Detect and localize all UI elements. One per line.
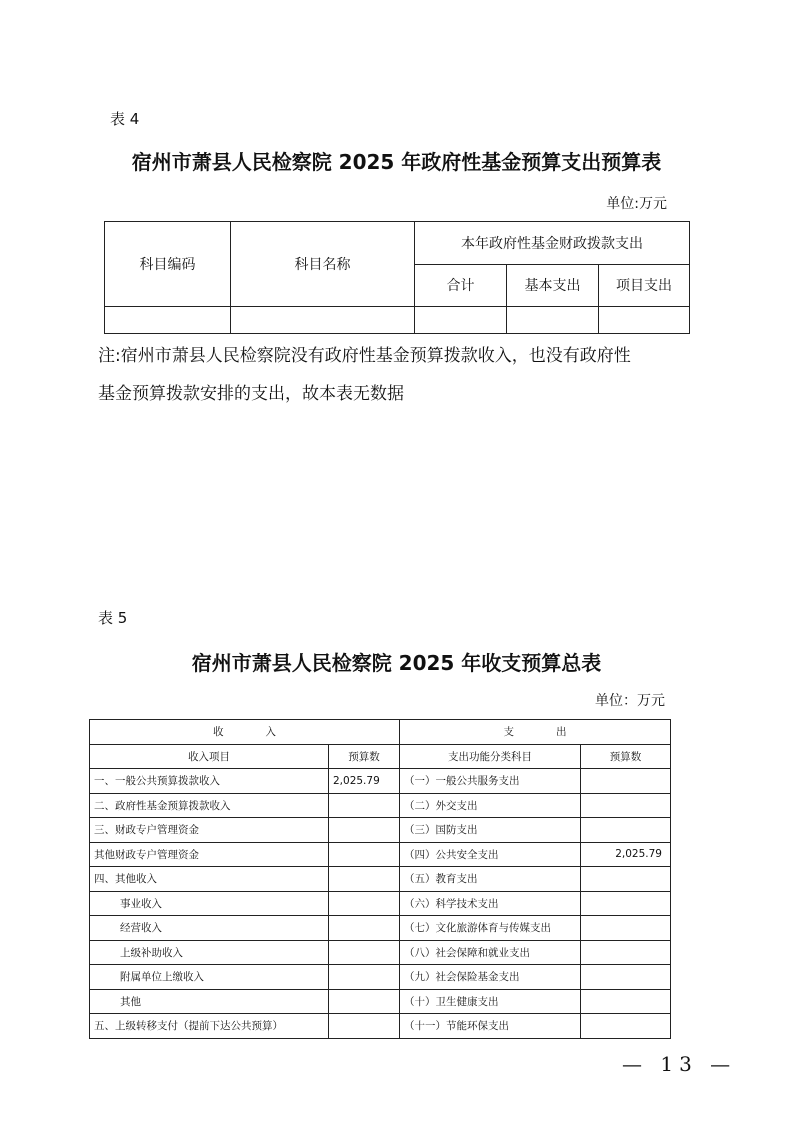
table5-col-income-amount: 预算数 xyxy=(329,744,400,769)
table-cell xyxy=(581,891,671,916)
table-cell: （二）外交支出 xyxy=(400,793,581,818)
table-cell xyxy=(231,307,415,334)
table-cell xyxy=(415,307,507,334)
table-cell xyxy=(329,989,400,1014)
table-cell xyxy=(581,793,671,818)
table-cell xyxy=(581,965,671,990)
table-cell xyxy=(581,818,671,843)
table-cell: （五）教育支出 xyxy=(400,867,581,892)
table-cell: 二、政府性基金预算拨款收入 xyxy=(90,793,329,818)
table-cell xyxy=(329,891,400,916)
table-cell xyxy=(581,940,671,965)
table4-title: 宿州市萧县人民检察院 2025 年政府性基金预算支出预算表 xyxy=(131,150,662,174)
table-cell xyxy=(105,307,231,334)
table-cell: 四、其他收入 xyxy=(90,867,329,892)
table4-note-line1: 注:宿州市萧县人民检察院没有政府性基金预算拨款收入，也没有政府性 xyxy=(98,346,631,366)
table5 xyxy=(89,719,671,1039)
table-row xyxy=(90,916,671,941)
table-cell: 其他财政专户管理资金 xyxy=(90,842,329,867)
table-row xyxy=(90,818,671,843)
table-cell: （十一）节能环保支出 xyxy=(400,1014,581,1039)
table-cell: 2,025.79 xyxy=(329,769,400,794)
table-cell xyxy=(329,965,400,990)
table-cell xyxy=(329,867,400,892)
table5-header-income: 收 入 xyxy=(90,720,400,745)
table-row xyxy=(90,769,671,794)
table-cell xyxy=(329,793,400,818)
table-cell: 五、上级转移支付（提前下达公共预算） xyxy=(90,1014,329,1039)
table5-col-income-item: 收入项目 xyxy=(90,744,329,769)
table-cell xyxy=(329,1014,400,1039)
table-cell: （一）一般公共服务支出 xyxy=(400,769,581,794)
table-cell xyxy=(599,307,690,334)
table-cell xyxy=(329,818,400,843)
table-cell xyxy=(329,916,400,941)
table-cell: 事业收入 xyxy=(90,891,329,916)
table5-unit: 单位：万元 xyxy=(595,693,665,709)
table-row xyxy=(90,989,671,1014)
table-cell: 附属单位上缴收入 xyxy=(90,965,329,990)
table-cell xyxy=(329,842,400,867)
table-cell: 一、一般公共预算拨款收入 xyxy=(90,769,329,794)
table-row xyxy=(90,1014,671,1039)
table-row xyxy=(90,793,671,818)
table-cell: （八）社会保障和就业支出 xyxy=(400,940,581,965)
table4-header-basic: 基本支出 xyxy=(507,264,599,307)
table4-empty-row xyxy=(105,307,690,334)
table-cell xyxy=(581,867,671,892)
table-cell: 其他 xyxy=(90,989,329,1014)
table-cell xyxy=(581,989,671,1014)
table4-header-name: 科目名称 xyxy=(231,222,415,307)
table5-col-expense-item: 支出功能分类科目 xyxy=(400,744,581,769)
table-cell xyxy=(507,307,599,334)
table-row xyxy=(90,891,671,916)
table5-col-expense-amount: 预算数 xyxy=(581,744,671,769)
table4-unit: 单位:万元 xyxy=(606,196,667,212)
table-cell: （四）公共安全支出 xyxy=(400,842,581,867)
table-cell: 三、财政专户管理资金 xyxy=(90,818,329,843)
table-cell: （九）社会保险基金支出 xyxy=(400,965,581,990)
table4-header-code: 科目编码 xyxy=(105,222,231,307)
table-cell: 上级补助收入 xyxy=(90,940,329,965)
table-cell: （六）科学技术支出 xyxy=(400,891,581,916)
table5-header-expense: 支 出 xyxy=(400,720,671,745)
table4-header-project: 项目支出 xyxy=(599,264,690,307)
table4-note-line2: 基金预算拨款安排的支出，故本表无数据 xyxy=(98,384,404,404)
table-cell xyxy=(329,940,400,965)
table4-header-total: 合计 xyxy=(415,264,507,307)
table-cell: （七）文化旅游体育与传媒支出 xyxy=(400,916,581,941)
table-row xyxy=(90,940,671,965)
table4-header-group: 本年政府性基金财政拨款支出 xyxy=(415,222,690,265)
table5-label: 表 5 xyxy=(98,609,128,627)
page-number: — 13 — xyxy=(622,1052,737,1076)
table-cell: （十）卫生健康支出 xyxy=(400,989,581,1014)
table-cell xyxy=(581,769,671,794)
table-row xyxy=(90,965,671,990)
table-cell xyxy=(581,1014,671,1039)
table-row xyxy=(90,867,671,892)
table5-title: 宿州市萧县人民检察院 2025 年收支预算总表 xyxy=(191,651,602,675)
table-cell: 经营收入 xyxy=(90,916,329,941)
table4-label: 表 4 xyxy=(110,110,140,128)
table-cell xyxy=(581,916,671,941)
table-cell: （三）国防支出 xyxy=(400,818,581,843)
table-row xyxy=(90,842,671,867)
table4 xyxy=(104,221,690,334)
table-cell: 2,025.79 xyxy=(581,842,671,867)
